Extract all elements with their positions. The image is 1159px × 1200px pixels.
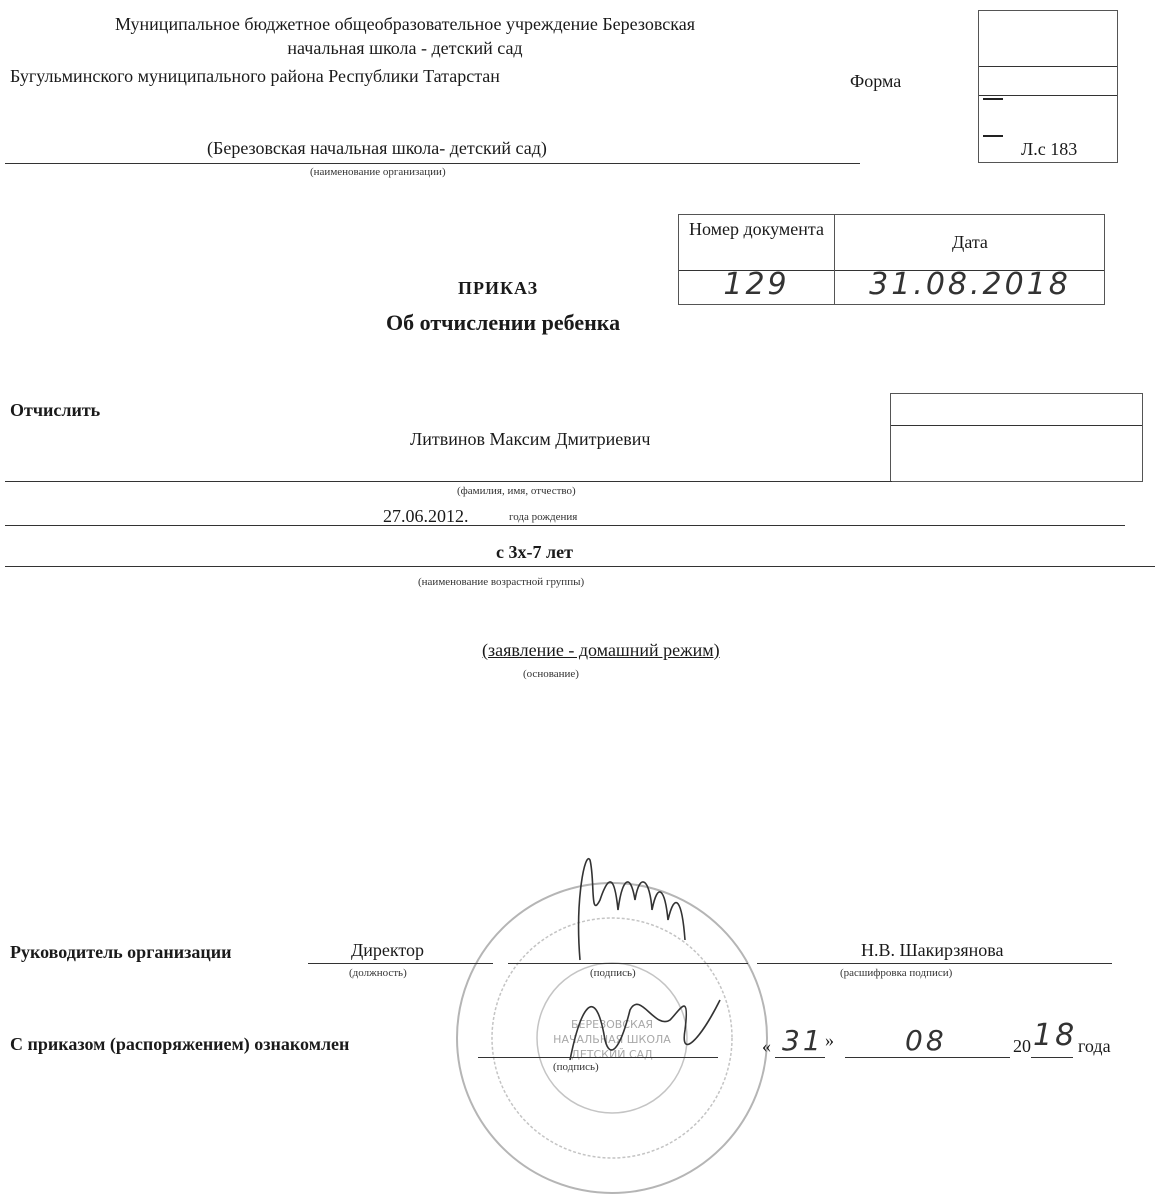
doc-date-value: 31.08.2018 bbox=[869, 267, 1071, 302]
head-signature-line bbox=[508, 963, 748, 964]
doc-date-header: Дата bbox=[952, 232, 988, 252]
birth-caption: года рождения bbox=[509, 511, 578, 523]
org-name-line2: начальная школа - детский сад bbox=[287, 38, 523, 58]
ack-day-close: » bbox=[825, 1030, 834, 1050]
ack-signature-caption: (подпись) bbox=[553, 1061, 599, 1073]
basis: (заявление - домашний режим) bbox=[482, 640, 720, 660]
org-short-name: (Березовская начальная школа- детский сад) bbox=[207, 138, 547, 158]
forma-label: Форма bbox=[850, 71, 902, 91]
side-box bbox=[890, 393, 1143, 482]
ack-month: 08 bbox=[905, 1024, 947, 1057]
doc-title: ПРИКАЗ bbox=[458, 278, 539, 298]
basis-caption: (основание) bbox=[523, 668, 579, 680]
age-group-caption: (наименование возрастной группы) bbox=[418, 576, 585, 588]
head-position: Директор bbox=[351, 940, 425, 960]
svg-text:ДЕТСКИЙ САД: ДЕТСКИЙ САД bbox=[571, 1048, 653, 1061]
svg-text:НАЧАЛЬНАЯ ШКОЛА: НАЧАЛЬНАЯ ШКОЛА bbox=[553, 1033, 671, 1046]
age-group: с 3х-7 лет bbox=[496, 542, 573, 562]
doc-number-value: 129 bbox=[723, 267, 790, 302]
org-name-line1: Муниципальное бюджетное общеобразовательное учреждение Березовская bbox=[114, 14, 696, 34]
ack-label: С приказом (распоряжением) ознакомлен bbox=[10, 1034, 350, 1054]
action-label: Отчислить bbox=[10, 400, 101, 420]
head-name-underline bbox=[757, 963, 1112, 964]
director-signature-icon bbox=[560, 840, 720, 970]
ack-year-prefix: 20 bbox=[1013, 1036, 1031, 1056]
org-name-underline bbox=[5, 163, 860, 164]
ack-day-open: « bbox=[762, 1036, 771, 1056]
svg-text:БЕРЕЗОВСКАЯ: БЕРЕЗОВСКАЯ bbox=[571, 1018, 653, 1031]
position-underline bbox=[308, 963, 493, 964]
child-name-caption: (фамилия, имя, отчество) bbox=[457, 485, 576, 497]
ack-year-suffix: 18 bbox=[1033, 1018, 1078, 1053]
org-name-caption: (наименование организации) bbox=[310, 166, 446, 178]
doc-number-date-table bbox=[678, 214, 1105, 305]
head-label: Руководитель организации bbox=[10, 942, 232, 962]
child-name-underline bbox=[5, 481, 892, 482]
head-name: Н.В. Шакирзянова bbox=[861, 940, 1004, 960]
form-code: Л.с 183 bbox=[1021, 139, 1078, 159]
position-caption: (должность) bbox=[349, 967, 407, 979]
doc-number-header: Номер документа bbox=[688, 219, 825, 239]
ack-year-word: года bbox=[1078, 1036, 1111, 1056]
age-group-underline bbox=[5, 566, 1155, 567]
head-signature-caption: (подпись) bbox=[590, 967, 636, 979]
org-name-line3: Бугульминского муниципального района Республики Татарстан bbox=[10, 66, 500, 86]
head-name-caption: (расшифровка подписи) bbox=[840, 967, 953, 979]
birth-underline bbox=[5, 525, 1125, 526]
form-code-box bbox=[978, 10, 1118, 163]
birth-date: 27.06.2012. bbox=[383, 506, 469, 526]
ack-day: 31 bbox=[782, 1024, 824, 1057]
child-name: Литвинов Максим Дмитриевич bbox=[410, 429, 651, 449]
ack-signature-line bbox=[478, 1057, 718, 1058]
doc-subtitle: Об отчислении ребенка bbox=[386, 310, 621, 335]
